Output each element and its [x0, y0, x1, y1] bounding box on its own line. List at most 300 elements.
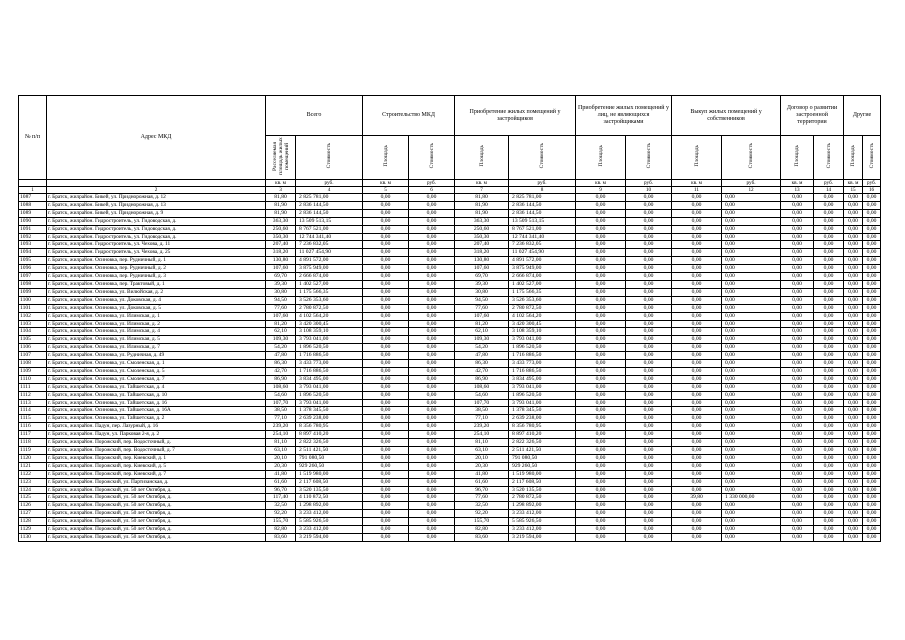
row-area: 96,70 — [455, 486, 509, 494]
row-cost: 0,00 — [722, 486, 781, 494]
row-area: 0,00 — [781, 320, 814, 328]
row-area: 0,00 — [363, 391, 409, 399]
row-area: 0,00 — [363, 502, 409, 510]
row-area: 62,10 — [455, 328, 509, 336]
header-sub-12 — [844, 136, 863, 180]
row-area: 250,60 — [455, 225, 509, 233]
row-cost: 0,00 — [409, 225, 455, 233]
row-cost: 3 875 949,00 — [296, 265, 363, 273]
row-area: 0,00 — [844, 328, 863, 336]
row-cost: 0,00 — [863, 296, 881, 304]
row-area: 0,00 — [672, 296, 722, 304]
row-area: 155,70 — [266, 518, 296, 526]
row-area: 0,00 — [363, 194, 409, 202]
row-area: 0,00 — [781, 201, 814, 209]
row-cost: 929 260,50 — [509, 462, 576, 470]
row-cost: 2 780 872,50 — [509, 304, 576, 312]
row-cost: 0,00 — [814, 296, 844, 304]
row-number: 1099 — [19, 288, 47, 296]
row-number: 1120 — [19, 454, 47, 462]
row-cost: 0,00 — [814, 201, 844, 209]
row-address: г. Братск, жилрайон. Осиновка, ул. Смоленская, д. 7 — [47, 375, 266, 383]
row-cost: 2 825 781,00 — [296, 194, 363, 202]
row-area: 0,00 — [781, 526, 814, 534]
row-number: 1130 — [19, 533, 47, 541]
row-cost: 0,00 — [863, 391, 881, 399]
row-cost: 3 834 495,00 — [509, 375, 576, 383]
row-cost: 0,00 — [863, 194, 881, 202]
row-area: 0,00 — [781, 518, 814, 526]
header-sub-label: Площадь — [478, 145, 485, 167]
row-area: 0,00 — [363, 352, 409, 360]
row-area: 0,00 — [576, 273, 626, 281]
row-area: 0,00 — [576, 502, 626, 510]
row-cost: 0,00 — [814, 288, 844, 296]
row-area: 0,00 — [363, 439, 409, 447]
row-number: 1092 — [19, 233, 47, 241]
row-area: 350,30 — [266, 233, 296, 241]
row-cost: 0,00 — [863, 304, 881, 312]
row-cost: 0,00 — [626, 360, 672, 368]
header-sub-label: Расселяемая площадь жилых помещений — [271, 137, 290, 175]
row-address: г. Братск, жилрайон. Падун, ул. Парковая 2-я, д. 2 — [47, 431, 266, 439]
row-cost: 0,00 — [409, 494, 455, 502]
row-number: 1105 — [19, 336, 47, 344]
row-cost: 0,00 — [409, 391, 455, 399]
row-area: 0,00 — [672, 439, 722, 447]
row-cost: 0,00 — [626, 415, 672, 423]
row-cost: 0,00 — [626, 209, 672, 217]
row-cost: 0,00 — [409, 533, 455, 541]
row-cost: 2 836 144,50 — [509, 201, 576, 209]
row-cost: 0,00 — [814, 478, 844, 486]
row-area: 0,00 — [672, 526, 722, 534]
row-area: 0,00 — [576, 478, 626, 486]
header-sub-13 — [863, 136, 881, 180]
row-area: 32,50 — [266, 502, 296, 510]
table-row — [19, 328, 881, 336]
row-area: 0,00 — [844, 478, 863, 486]
row-area: 41,80 — [266, 470, 296, 478]
row-cost: 3 433 773,00 — [296, 360, 363, 368]
row-cost: 0,00 — [722, 257, 781, 265]
row-address: г. Братск, жилрайон. Порожский, пер. Водосточный, д. — [47, 439, 266, 447]
row-area: 0,00 — [672, 288, 722, 296]
header-unit: кв. м — [266, 180, 296, 187]
row-area: 0,00 — [844, 454, 863, 462]
row-address: г. Братск, жилрайон. Порожский, пер. Киевский, д. 7 — [47, 470, 266, 478]
row-area: 0,00 — [672, 478, 722, 486]
row-area: 207,40 — [266, 241, 296, 249]
row-cost: 0,00 — [863, 209, 881, 217]
row-cost: 2 780 872,50 — [509, 494, 576, 502]
header-sub-1 — [296, 136, 363, 180]
row-area: 0,00 — [781, 312, 814, 320]
row-area: 0,00 — [363, 470, 409, 478]
row-area: 0,00 — [576, 399, 626, 407]
row-address: г. Братск, жилрайон. Осиновка, пер. Трактовый, д. 1 — [47, 280, 266, 288]
row-area: 0,00 — [781, 328, 814, 336]
row-area: 107,60 — [266, 265, 296, 273]
row-cost: 2 666 874,00 — [509, 273, 576, 281]
row-cost: 0,00 — [814, 470, 844, 478]
row-cost: 0,00 — [863, 344, 881, 352]
row-area: 0,00 — [781, 273, 814, 281]
row-number: 1121 — [19, 462, 47, 470]
table-row — [19, 486, 881, 494]
row-cost: 0,00 — [626, 344, 672, 352]
row-cost: 1 298 892,00 — [296, 502, 363, 510]
row-address: г. Братск, жилрайон. Порожский, ул. 50 лет Октября, д. — [47, 518, 266, 526]
row-address: г. Братск, жилрайон. Осиновка, ул. Илимская, д. 1 — [47, 312, 266, 320]
row-area: 0,00 — [363, 273, 409, 281]
row-cost: 0,00 — [626, 399, 672, 407]
row-cost: 0,00 — [409, 439, 455, 447]
row-cost: 0,00 — [863, 328, 881, 336]
row-area: 54,20 — [266, 344, 296, 352]
header-unit: кв. м — [363, 180, 409, 187]
table-row — [19, 296, 881, 304]
row-area: 54,60 — [455, 391, 509, 399]
row-area: 318,20 — [266, 249, 296, 257]
row-cost: 0,00 — [626, 304, 672, 312]
row-area: 81,80 — [455, 194, 509, 202]
row-area: 77,60 — [455, 494, 509, 502]
row-area: 0,00 — [781, 399, 814, 407]
row-cost: 0,00 — [409, 241, 455, 249]
row-area: 81,80 — [266, 194, 296, 202]
row-area: 0,00 — [844, 486, 863, 494]
row-cost: 0,00 — [409, 360, 455, 368]
row-area: 0,00 — [363, 518, 409, 526]
header-unit: руб. — [296, 180, 363, 187]
row-cost: 0,00 — [409, 415, 455, 423]
row-area: 0,00 — [781, 391, 814, 399]
row-area: 0,00 — [781, 486, 814, 494]
row-cost: 5 585 926,50 — [509, 518, 576, 526]
header-column-number: 7 — [455, 187, 509, 194]
row-area: 0,00 — [576, 336, 626, 344]
row-area: 130,80 — [266, 257, 296, 265]
row-cost: 3 219 594,00 — [296, 533, 363, 541]
row-area: 0,00 — [363, 454, 409, 462]
row-area: 0,00 — [363, 265, 409, 273]
row-address: г. Братск, жилрайон. Порожский, пер. Водосточный, д. 7 — [47, 447, 266, 455]
row-area: 0,00 — [844, 423, 863, 431]
row-cost: 0,00 — [722, 201, 781, 209]
row-cost: 0,00 — [626, 201, 672, 209]
row-cost: 0,00 — [814, 533, 844, 541]
row-area: 0,00 — [576, 233, 626, 241]
row-cost: 0,00 — [626, 241, 672, 249]
row-area: 0,00 — [672, 209, 722, 217]
row-area: 0,00 — [576, 288, 626, 296]
row-cost: 0,00 — [626, 249, 672, 257]
header-sub-label: Площадь — [597, 145, 604, 167]
row-cost: 0,00 — [814, 383, 844, 391]
row-cost: 0,00 — [722, 526, 781, 534]
row-area: 155,70 — [455, 518, 509, 526]
row-area: 0,00 — [363, 209, 409, 217]
row-address: г. Братск, жилрайон. Осиновка, ул. Доковская, д. 4 — [47, 296, 266, 304]
row-address: г. Братск, жилрайон. Бикей, ул. Приднорожная, д. 12 — [47, 194, 266, 202]
header-column-number: 15 — [844, 187, 863, 194]
row-cost: 0,00 — [722, 288, 781, 296]
row-number: 1115 — [19, 415, 47, 423]
row-cost: 0,00 — [626, 533, 672, 541]
row-cost: 0,00 — [863, 312, 881, 320]
row-address: г. Братск, жилрайон. Гидростроитель, ул. Чехова, д. 25 — [47, 249, 266, 257]
row-cost: 0,00 — [863, 462, 881, 470]
row-cost: 2 836 144,50 — [296, 201, 363, 209]
header-unit: руб. — [626, 180, 672, 187]
row-address: г. Братск, жилрайон. Порожский, ул. 50 лет Октября, д. — [47, 494, 266, 502]
header-sub-2 — [363, 136, 409, 180]
row-number: 1091 — [19, 225, 47, 233]
row-cost: 0,00 — [722, 447, 781, 455]
row-cost: 791 080,50 — [509, 454, 576, 462]
header-sub-5 — [509, 136, 576, 180]
row-area: 0,00 — [844, 288, 863, 296]
row-cost: 0,00 — [626, 454, 672, 462]
row-cost: 0,00 — [626, 280, 672, 288]
row-area: 0,00 — [576, 533, 626, 541]
row-area: 0,00 — [576, 415, 626, 423]
header-group-construction: Строительство МКД — [363, 96, 455, 136]
table-row — [19, 502, 881, 510]
row-number: 1112 — [19, 391, 47, 399]
row-area: 0,00 — [363, 280, 409, 288]
row-cost: 0,00 — [722, 241, 781, 249]
row-cost: 0,00 — [409, 486, 455, 494]
row-cost: 0,00 — [814, 454, 844, 462]
row-area: 0,00 — [781, 288, 814, 296]
header-unit: кв. м — [781, 180, 814, 187]
row-address: г. Братск, жилрайон. Порожский, ул. 50 лет Октября, д. — [47, 526, 266, 534]
row-area: 20,10 — [455, 454, 509, 462]
row-area: 0,00 — [672, 518, 722, 526]
table-row — [19, 233, 881, 241]
row-area: 0,00 — [844, 462, 863, 470]
row-area: 0,00 — [576, 383, 626, 391]
row-cost: 0,00 — [863, 336, 881, 344]
row-area: 0,00 — [672, 352, 722, 360]
row-cost: 929 260,50 — [296, 462, 363, 470]
row-area: 0,00 — [576, 320, 626, 328]
row-area: 0,00 — [844, 312, 863, 320]
row-area: 0,00 — [576, 407, 626, 415]
row-cost: 0,00 — [722, 518, 781, 526]
row-area: 239,20 — [266, 423, 296, 431]
header-column-number: 16 — [863, 187, 881, 194]
row-area: 0,00 — [844, 431, 863, 439]
row-address: г. Братск, жилрайон. Осиновка, ул. Тайшетская, д. 2 — [47, 415, 266, 423]
row-cost: 3 520 135,50 — [509, 486, 576, 494]
row-area: 0,00 — [844, 439, 863, 447]
row-address: г. Братск, жилрайон. Осиновка, пер. Рудничный, д. 1 — [47, 257, 266, 265]
header-unit: руб. — [509, 180, 576, 187]
table-row — [19, 225, 881, 233]
row-address: г. Братск, жилрайон. Осиновка, ул. Смоленская, д. 1 — [47, 360, 266, 368]
row-cost: 0,00 — [409, 518, 455, 526]
header-column-number: 8 — [509, 187, 576, 194]
row-cost: 0,00 — [722, 415, 781, 423]
row-area: 81,20 — [266, 320, 296, 328]
row-area: 0,00 — [781, 296, 814, 304]
row-area: 0,00 — [781, 241, 814, 249]
row-cost: 0,00 — [626, 312, 672, 320]
row-area: 0,00 — [672, 201, 722, 209]
row-cost: 8 356 780,95 — [509, 423, 576, 431]
row-cost: 1 896 520,50 — [296, 391, 363, 399]
row-area: 0,00 — [844, 399, 863, 407]
row-cost: 0,00 — [863, 510, 881, 518]
row-cost: 0,00 — [814, 399, 844, 407]
row-area: 0,00 — [576, 518, 626, 526]
row-cost: 2 117 608,50 — [296, 478, 363, 486]
row-cost: 7 236 832,05 — [509, 241, 576, 249]
row-cost: 13 509 513,15 — [509, 217, 576, 225]
row-area: 61,60 — [455, 478, 509, 486]
row-cost: 0,00 — [626, 225, 672, 233]
header-number: № п/п — [19, 96, 47, 180]
row-area: 0,00 — [576, 510, 626, 518]
row-cost: 13 509 513,15 — [296, 217, 363, 225]
row-cost: 0,00 — [863, 431, 881, 439]
row-area: 0,00 — [363, 447, 409, 455]
row-area: 39,30 — [455, 280, 509, 288]
header-column-number: 2 — [47, 187, 266, 194]
row-cost: 1 378 345,50 — [509, 407, 576, 415]
row-cost: 0,00 — [863, 288, 881, 296]
row-cost: 0,00 — [863, 265, 881, 273]
header-column-number: 12 — [722, 187, 781, 194]
row-area: 0,00 — [672, 233, 722, 241]
row-cost: 0,00 — [863, 454, 881, 462]
row-area: 38,50 — [455, 407, 509, 415]
table-row — [19, 494, 881, 502]
row-cost: 1 402 527,00 — [296, 280, 363, 288]
row-area: 81,10 — [266, 439, 296, 447]
row-number: 1096 — [19, 265, 47, 273]
row-cost: 2 780 872,50 — [296, 304, 363, 312]
table-row — [19, 447, 881, 455]
row-area: 0,00 — [672, 360, 722, 368]
row-area: 69,70 — [455, 273, 509, 281]
row-area: 0,00 — [672, 415, 722, 423]
row-cost: 0,00 — [626, 273, 672, 281]
row-cost: 0,00 — [409, 344, 455, 352]
row-area: 0,00 — [844, 194, 863, 202]
row-cost: 0,00 — [722, 470, 781, 478]
row-cost: 0,00 — [814, 447, 844, 455]
row-area: 0,00 — [672, 447, 722, 455]
row-address: г. Братск, жилрайон. Осиновка, ул. Смоленская, д. 5 — [47, 367, 266, 375]
row-area: 39,80 — [672, 494, 722, 502]
row-area: 0,00 — [781, 383, 814, 391]
row-cost: 1 175 566,35 — [509, 288, 576, 296]
row-cost: 0,00 — [409, 249, 455, 257]
row-cost: 3 875 949,00 — [509, 265, 576, 273]
row-cost: 0,00 — [722, 533, 781, 541]
row-area: 0,00 — [781, 454, 814, 462]
table-row — [19, 265, 881, 273]
row-cost: 2 822 326,50 — [509, 439, 576, 447]
row-cost: 0,00 — [722, 352, 781, 360]
row-area: 0,00 — [576, 391, 626, 399]
row-number: 1107 — [19, 352, 47, 360]
row-area: 0,00 — [844, 352, 863, 360]
header-sub-label: Стоимость — [868, 143, 875, 169]
row-area: 0,00 — [781, 225, 814, 233]
row-area: 0,00 — [781, 533, 814, 541]
row-cost: 0,00 — [722, 233, 781, 241]
row-area: 0,00 — [844, 241, 863, 249]
row-area: 0,00 — [844, 217, 863, 225]
row-area: 0,00 — [672, 399, 722, 407]
row-area: 0,00 — [576, 470, 626, 478]
row-cost: 0,00 — [626, 510, 672, 518]
row-area: 0,00 — [672, 470, 722, 478]
row-area: 0,00 — [576, 201, 626, 209]
row-area: 0,00 — [844, 336, 863, 344]
row-cost: 3 520 135,50 — [296, 486, 363, 494]
row-area: 0,00 — [781, 217, 814, 225]
row-area: 239,20 — [455, 423, 509, 431]
row-number: 1100 — [19, 296, 47, 304]
row-area: 83,60 — [455, 533, 509, 541]
row-cost: 0,00 — [409, 447, 455, 455]
header-sub-label: Стоимость — [326, 143, 332, 169]
row-cost: 0,00 — [626, 288, 672, 296]
row-cost: 0,00 — [814, 273, 844, 281]
row-cost: 0,00 — [409, 399, 455, 407]
row-address: г. Братск, жилрайон. Порожский, ул. Партизанская, д. — [47, 478, 266, 486]
row-cost: 0,00 — [814, 486, 844, 494]
row-cost: 0,00 — [814, 407, 844, 415]
row-cost: 2 511 421,50 — [509, 447, 576, 455]
row-area: 0,00 — [844, 320, 863, 328]
row-area: 0,00 — [363, 360, 409, 368]
row-cost: 3 526 353,60 — [509, 296, 576, 304]
row-area: 207,40 — [455, 241, 509, 249]
row-cost: 0,00 — [722, 454, 781, 462]
row-area: 81,90 — [455, 201, 509, 209]
row-number: 1097 — [19, 273, 47, 281]
row-area: 0,00 — [363, 533, 409, 541]
row-area: 0,00 — [844, 201, 863, 209]
header-unit: руб. — [863, 180, 881, 187]
row-cost: 0,00 — [626, 265, 672, 273]
table-row — [19, 320, 881, 328]
row-cost: 0,00 — [409, 296, 455, 304]
row-cost: 0,00 — [626, 367, 672, 375]
table-row — [19, 510, 881, 518]
row-area: 0,00 — [576, 209, 626, 217]
row-cost: 0,00 — [409, 407, 455, 415]
header-sub-10 — [781, 136, 814, 180]
row-cost: 4 102 564,20 — [509, 312, 576, 320]
row-area: 107,60 — [455, 312, 509, 320]
row-cost: 0,00 — [409, 502, 455, 510]
row-cost: 0,00 — [722, 478, 781, 486]
row-area: 0,00 — [781, 360, 814, 368]
row-number: 1127 — [19, 510, 47, 518]
row-area: 0,00 — [844, 304, 863, 312]
row-area: 0,00 — [576, 312, 626, 320]
row-cost: 0,00 — [722, 328, 781, 336]
row-area: 0,00 — [672, 423, 722, 431]
